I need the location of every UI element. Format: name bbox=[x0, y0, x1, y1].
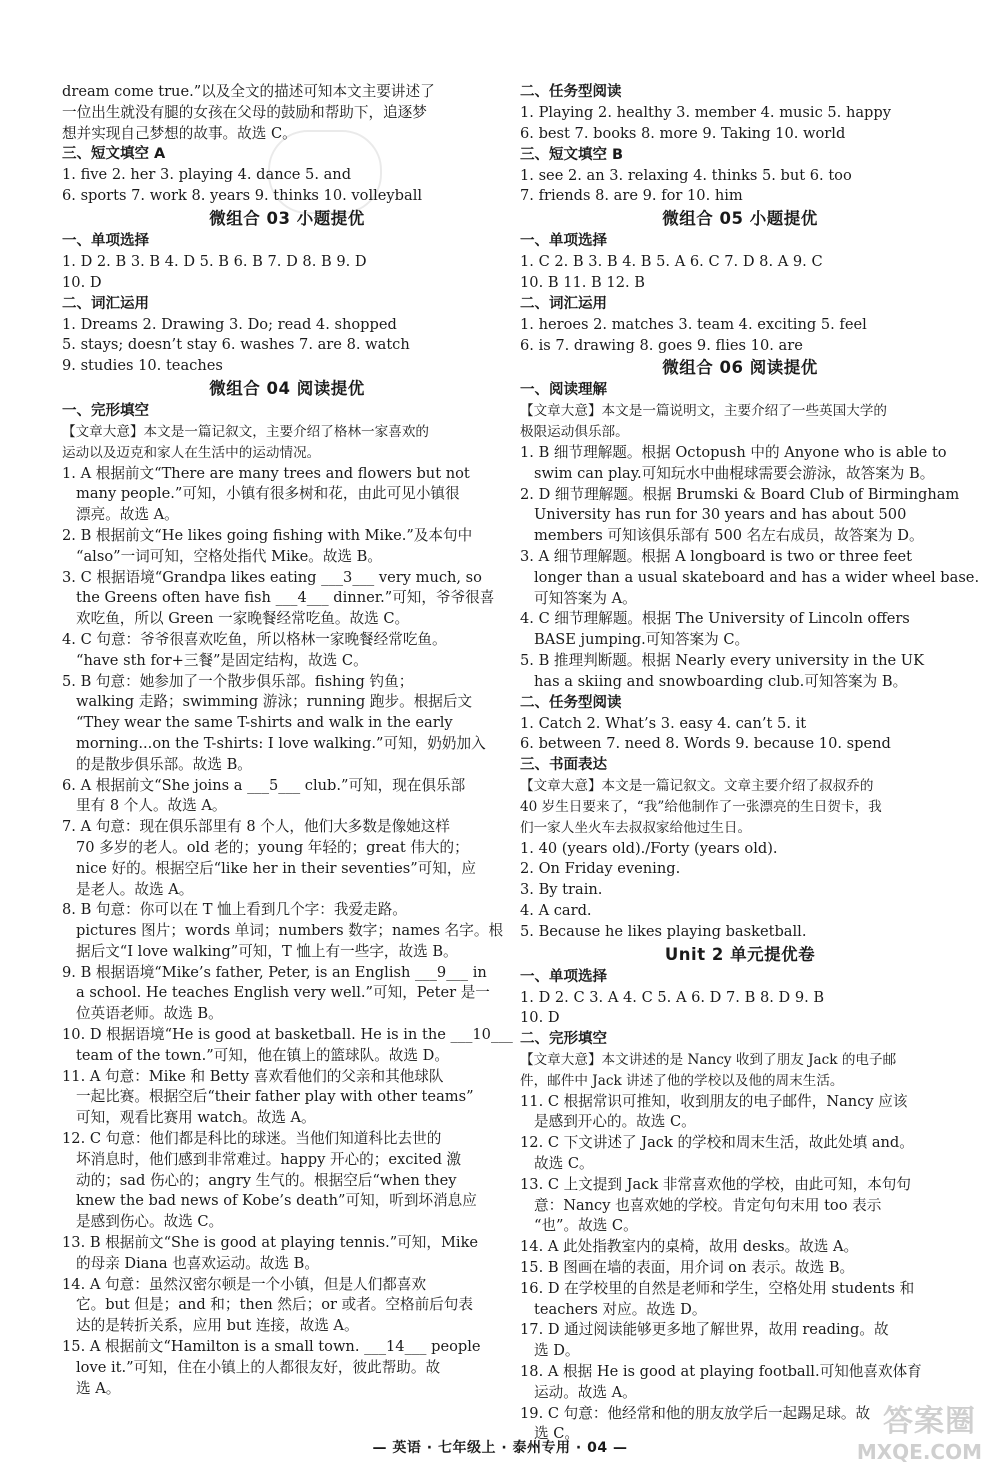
watermark-logo-text: 答案圈 bbox=[883, 1404, 976, 1439]
section-heading: 二、词汇运用 bbox=[520, 295, 607, 312]
answer-line: 6. between 7. need 8. Words 9. because 10. spend bbox=[520, 735, 891, 753]
section-heading: 二、任务型阅读 bbox=[520, 84, 622, 100]
answer-line: 16. D 在学校里的自然是老师和学生，空格处用 students 和 bbox=[520, 1279, 915, 1297]
answer-explanation-line: 意：Nancy 也喜欢她的学校。肯定句句末用 too 表示 bbox=[534, 1196, 882, 1214]
answer-line: 5. Because he likes playing basketball. bbox=[520, 922, 807, 940]
answer-explanation-line: has a skiing and snowboarding club.可知答案为 B。 bbox=[534, 672, 908, 690]
section-heading: 二、任务型阅读 bbox=[520, 694, 622, 711]
answer-line: 15. A 根据前文“Hamilton is a small town. ___14___ people bbox=[62, 1338, 481, 1356]
answer-explanation-line: 坏消息时，他们感到非常难过。happy 开心的；excited 激 bbox=[76, 1150, 462, 1168]
left-column bbox=[62, 82, 512, 1399]
answer-explanation-line: morning...on the T-shirts: I love walking.”可知，奶奶加入 bbox=[76, 734, 486, 752]
section-heading: 一、完形填空 bbox=[62, 402, 149, 419]
answer-line: 4. C 细节理解题。根据 The University of Lincoln offers bbox=[520, 610, 910, 628]
answer-line: 13. B 根据前文“She is good at playing tennis.”可知，Mike bbox=[62, 1234, 479, 1252]
answer-line: 1. D 2. C 3. A 4. C 5. A 6. D 7. B 8. D 9. B bbox=[520, 988, 825, 1006]
section-heading: 三、书面表达 bbox=[520, 757, 607, 774]
answer-line: 8. B 句意：你可以在 T 恤上看到几个字：我爱走路。 bbox=[62, 901, 407, 919]
article-summary-line: 极限运动俱乐部。 bbox=[520, 424, 629, 441]
group-title: 微组合 04 阅读提优 bbox=[209, 378, 365, 398]
answer-line: 5. stays; doesn’t stay 6. washes 7. are 8. watch bbox=[62, 336, 410, 354]
group-title: 微组合 06 阅读提优 bbox=[662, 358, 818, 378]
answer-line: 19. C 句意：他经常和他的朋友放学后一起踢足球。故 bbox=[520, 1404, 871, 1422]
watermark-url: MXQE.COM bbox=[856, 1440, 982, 1464]
answer-explanation-line: “也”。故选 C。 bbox=[534, 1217, 638, 1235]
answer-explanation-line: “They wear the same T-shirts and walk in the early bbox=[76, 714, 453, 732]
answer-explanation-line: 选 D。 bbox=[534, 1342, 580, 1360]
answer-explanation-line: 是感到开心的。故选 C。 bbox=[534, 1113, 696, 1131]
section-heading: 三、短文填空 B bbox=[520, 146, 624, 163]
section-heading: 一、阅读理解 bbox=[520, 382, 607, 399]
answer-line: 1. Dreams 2. Drawing 3. Do; read 4. shopped bbox=[62, 315, 397, 333]
answer-explanation-line: love it.”可知，住在小镇上的人都很友好，彼此帮助。故 bbox=[76, 1358, 441, 1376]
answer-line: 2. D 细节理解题。根据 Brumski & Board Club of Birmingham bbox=[520, 485, 960, 503]
answer-explanation-line: 70 多岁的老人。old 老的；young 年轻的；great 伟大的； bbox=[76, 838, 469, 856]
answer-explanation-line: team of the town.”可知，他在镇上的篮球队。故选 D。 bbox=[76, 1046, 449, 1064]
answer-line: dream come true.”以及全文的描述可知本文主要讲述了 bbox=[62, 83, 435, 100]
answer-line: 17. D 通过阅读能够更多地了解世界，故用 reading。故 bbox=[520, 1321, 889, 1339]
answer-line: 7. friends 8. are 9. for 10. him bbox=[520, 187, 743, 205]
answer-explanation-line: a school. He teaches English very well.”可知，Peter 是一 bbox=[76, 984, 490, 1002]
answer-line: 12. C 句意：他们都是科比的球迷。当他们知道科比去世的 bbox=[62, 1130, 442, 1148]
section-heading: 二、词汇运用 bbox=[62, 295, 149, 312]
right-column bbox=[520, 82, 980, 1445]
section-heading: 一、单项选择 bbox=[520, 233, 607, 250]
article-summary-line: 【文章大意】本文是一篇记叙文。文章主要介绍了叔叔乔的 bbox=[520, 778, 874, 795]
article-summary-line: 【文章大意】本文是一篇记叙文，主要介绍了格林一家喜欢的 bbox=[62, 423, 430, 440]
answer-line: 1. see 2. an 3. relaxing 4. thinks 5. but 6. too bbox=[520, 166, 852, 184]
answer-line: 13. C 上文提到 Jack 非常喜欢他的学校，由此可知，本句句 bbox=[520, 1175, 911, 1193]
answer-line: 10. D bbox=[62, 273, 102, 291]
answer-explanation-line: 里有 8 个人。故选 A。 bbox=[76, 797, 227, 815]
group-title: 微组合 05 小题提优 bbox=[662, 209, 818, 229]
answer-explanation-line: many people.”可知，小镇有很多树和花，由此可见小镇很 bbox=[76, 485, 460, 503]
answer-line: 1. D 2. B 3. B 4. D 5. B 6. B 7. D 8. B 9. D bbox=[62, 252, 367, 270]
answer-explanation-line: 欢吃鱼，所以 Green 一家晚餐经常吃鱼。故选 C。 bbox=[76, 610, 410, 628]
article-summary-line: 【文章大意】本文讲述的是 Nancy 收到了朋友 Jack 的电子邮 bbox=[520, 1052, 897, 1069]
answer-explanation-line: 的母亲 Diana 也喜欢运动。故选 B。 bbox=[76, 1254, 319, 1272]
answer-line: 4. C 句意：爷爷很喜欢吃鱼，所以格林一家晚餐经常吃鱼。 bbox=[62, 630, 447, 648]
answer-line: 9. B 根据语境“Mike’s father, Peter, is an English ___9___ in bbox=[62, 963, 487, 981]
answer-explanation-line: pictures 图片；words 单词；numbers 数字；names 名字。根 bbox=[76, 922, 504, 940]
answer-line: 2. On Friday evening. bbox=[520, 860, 681, 878]
page-footer: — 英语 · 七年级上 · 泰州专用 · 04 — bbox=[372, 1440, 628, 1456]
answer-explanation-line: University has run for 30 years and has about 500 bbox=[534, 506, 907, 524]
answer-line: 想并实现自己梦想的故事。故选 C。 bbox=[62, 124, 297, 142]
section-heading: 一、单项选择 bbox=[62, 232, 149, 249]
answer-line: 1. Catch 2. What’s 3. easy 4. can’t 5. it bbox=[520, 714, 807, 732]
answer-explanation-line: 选 C。 bbox=[534, 1425, 579, 1443]
answer-line: 3. A 细节理解题。根据 A longboard is two or three feet bbox=[520, 547, 912, 565]
article-summary-line: 【文章大意】本文是一篇说明文，主要介绍了一些英国大学的 bbox=[520, 403, 888, 420]
answer-explanation-line: members 可知该俱乐部有 500 名左右成员，故答案为 D。 bbox=[534, 527, 924, 545]
answer-line: 15. B 图画在墙的表面，用介词 on 表示。故选 B。 bbox=[520, 1259, 855, 1277]
answer-line: 6. sports 7. work 8. years 9. thinks 10. volleyball bbox=[62, 187, 423, 205]
answer-line: 4. A card. bbox=[520, 901, 592, 919]
answer-line: 11. A 句意：Mike 和 Betty 喜欢看他们的父亲和其他球队 bbox=[62, 1067, 444, 1085]
answer-line: 1. Playing 2. healthy 3. member 4. music 5. happy bbox=[520, 104, 891, 121]
answer-explanation-line: 它。but 但是；and 和；then 然后；or 或者。空格前后句表 bbox=[76, 1296, 473, 1314]
answer-explanation-line: BASE jumping.可知答案为 C。 bbox=[534, 631, 750, 649]
answer-explanation-line: 运动。故选 A。 bbox=[534, 1383, 637, 1401]
answer-line: 1. B 细节理解题。根据 Octopush 中的 Anyone who is able to bbox=[520, 443, 947, 461]
article-summary-line: 40 岁生日要来了，“我”给他制作了一张漂亮的生日贺卡，我 bbox=[520, 798, 882, 815]
answer-line: 14. A 句意：虽然汉密尔顿是一个小镇，但是人们都喜欢 bbox=[62, 1275, 427, 1293]
answer-line: 1. five 2. her 3. playing 4. dance 5. and bbox=[62, 166, 352, 184]
answer-line: 1. 40 (years old)./Forty (years old). bbox=[520, 839, 778, 857]
answer-line: 1. heroes 2. matches 3. team 4. exciting 5. feel bbox=[520, 315, 867, 333]
section-heading: 三、短文填空 A bbox=[62, 146, 166, 163]
answer-explanation-line: 漂亮。故选 A。 bbox=[76, 506, 179, 524]
answer-line: 6. best 7. books 8. more 9. Taking 10. world bbox=[520, 124, 846, 142]
article-summary-line: 们一家人坐火车去叔叔家给他过生日。 bbox=[520, 819, 752, 836]
section-heading: 二、完形填空 bbox=[520, 1031, 607, 1048]
article-summary-line: 件，邮件中 Jack 讲述了他的学校以及他的周末生活。 bbox=[520, 1072, 844, 1089]
answer-line: 12. C 下文讲述了 Jack 的学校和周末生活，故此处填 and。 bbox=[520, 1134, 914, 1152]
answer-line: 一位出生就没有腿的女孩在父母的鼓励和帮助下，追逐梦 bbox=[62, 103, 427, 121]
answer-line: 6. A 根据前文“She joins a ___5___ club.”可知，现在俱乐部 bbox=[62, 776, 466, 794]
answer-explanation-line: 达的是转折关系，应用 but 连接，故选 A。 bbox=[76, 1317, 359, 1335]
section-heading: 一、单项选择 bbox=[520, 968, 607, 985]
answer-line: 5. B 推理判断题。根据 Nearly every university in the UK bbox=[520, 651, 925, 669]
answer-line: 10. D 根据语境“He is good at basketball. He is in the ___10___ bbox=[62, 1026, 513, 1044]
answer-line: 10. D bbox=[520, 1009, 560, 1027]
answer-line: 7. A 句意：现在俱乐部里有 8 个人，他们大多数是像她这样 bbox=[62, 818, 450, 836]
answer-explanation-line: the Greens often have fish ___4___ dinner.”可知，爷爷很喜 bbox=[76, 589, 495, 607]
answer-explanation-line: 的是散步俱乐部。故选 B。 bbox=[76, 755, 252, 773]
answer-explanation-line: 动的；sad 伤心的；angry 生气的。根据空后“when they bbox=[76, 1171, 457, 1189]
answer-explanation-line: “also”一词可知，空格处指代 Mike。故选 B。 bbox=[76, 547, 382, 565]
answer-explanation-line: nice 好的。根据空后“like her in their seventies”可知，应 bbox=[76, 859, 477, 877]
answer-explanation-line: walking 走路；swimming 游泳；running 跑步。根据后文 bbox=[76, 693, 473, 711]
answer-explanation-line: longer than a usual skateboard and has a wider wheel base. bbox=[534, 568, 980, 586]
answer-line: 3. C 根据语境“Grandpa likes eating ___3___ very much, so bbox=[62, 568, 482, 586]
answer-explanation-line: “have sth for+三餐”是固定结构，故选 C。 bbox=[76, 651, 368, 669]
answer-explanation-line: 位英语老师。故选 B。 bbox=[76, 1005, 223, 1023]
answer-explanation-line: 可知，观看比赛用 watch。故选 A。 bbox=[76, 1109, 316, 1127]
answer-explanation-line: 选 A。 bbox=[76, 1379, 121, 1397]
answer-explanation-line: 是老人。故选 A。 bbox=[76, 880, 194, 898]
answer-explanation-line: swim can play.可知玩水中曲棍球需要会游泳，故答案为 B。 bbox=[534, 464, 935, 482]
answer-line: 14. A 此处指教室内的桌椅，故用 desks。故选 A。 bbox=[520, 1238, 859, 1256]
group-title: 微组合 03 小题提优 bbox=[209, 208, 365, 228]
article-summary-line: 运动以及迈克和家人在生活中的运动情况。 bbox=[62, 444, 321, 461]
answer-line: 11. C 根据常识可推知，收到朋友的电子邮件，Nancy 应该 bbox=[520, 1092, 908, 1110]
answer-line: 6. is 7. drawing 8. goes 9. flies 10. are bbox=[520, 336, 803, 354]
answer-line: 2. B 根据前文“He likes going fishing with Mike.”及本句中 bbox=[62, 526, 473, 544]
answer-explanation-line: 是感到伤心。故选 C。 bbox=[76, 1213, 224, 1231]
answer-explanation-line: 据后文“I love walking”可知，T 恤上有一些字，故选 B。 bbox=[76, 942, 458, 960]
answer-line: 3. By train. bbox=[520, 881, 603, 899]
answer-explanation-line: 可知答案为 A。 bbox=[534, 589, 637, 607]
group-title: Unit 2 单元提优卷 bbox=[664, 944, 816, 964]
answer-line: 1. A 根据前文“There are many trees and flowers but not bbox=[62, 464, 470, 482]
answer-line: 10. B 11. B 12. B bbox=[520, 273, 645, 291]
answer-explanation-line: 故选 C。 bbox=[534, 1155, 594, 1173]
answer-line: 5. B 句意：她参加了一个散步俱乐部。fishing 钓鱼； bbox=[62, 672, 414, 690]
answer-explanation-line: 一起比赛。根据空后“their father play with other teams” bbox=[76, 1088, 474, 1106]
answer-explanation-line: knew the bad news of Kobe’s death”可知，听到坏消息应 bbox=[76, 1192, 477, 1210]
answer-explanation-line: teachers 对应。故选 D。 bbox=[534, 1300, 707, 1318]
answer-line: 18. A 根据 He is good at playing football.可知他喜欢体育 bbox=[520, 1363, 922, 1381]
answer-line: 9. studies 10. teaches bbox=[62, 357, 223, 375]
answer-line: 1. C 2. B 3. B 4. B 5. A 6. C 7. D 8. A 9. C bbox=[520, 253, 823, 271]
